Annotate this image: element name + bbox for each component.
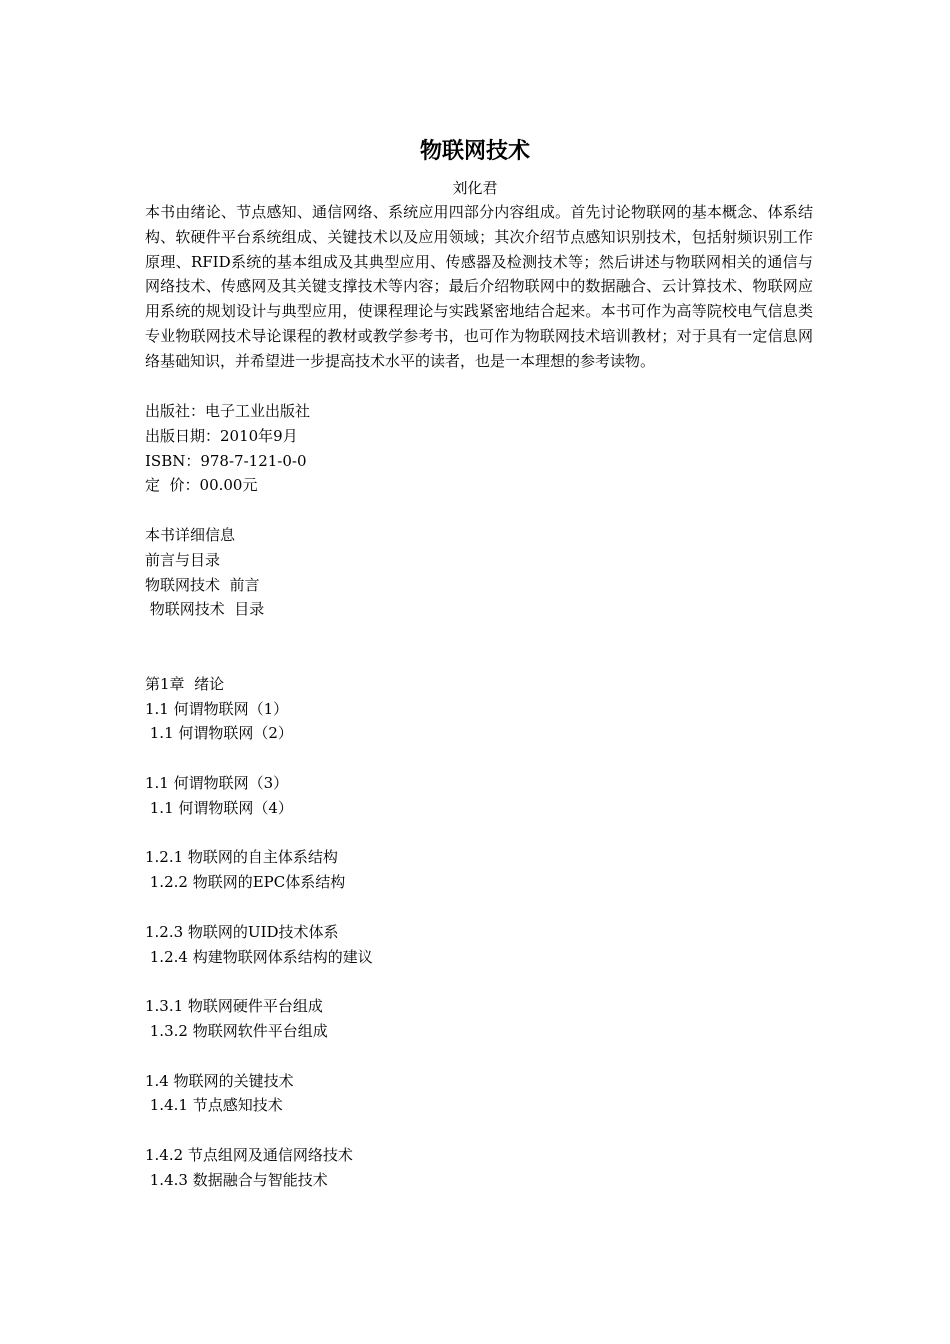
- blank-line: [145, 498, 813, 523]
- toc-entry: 1.3.1 物联网硬件平台组成: [145, 997, 323, 1016]
- blank-line: [145, 969, 813, 994]
- blank-line: [145, 746, 813, 771]
- book-abstract: 本书由绪论、节点感知、通信网络、系统应用四部分内容组成。首先讨论物联网的基本概念、体系结构、软硬件平台系统组成、关键技术以及应用领域；其次介绍节点感知识别技术，包括射频识别工作原理、RFID系统的基本组成及其典型应用、传感器及检测技术等；然后讲述与物联网相关的通信与网络技术、传感网及其关键支撑技术等内容；最后介绍物联网中的数据融合、云计算技术、物联网应用系统的规划设计与典型应用，使课程理论与实践紧密地结合起来。本书可作为高等院校电气信息类专业物联网技术导论课程的教材或教学参考书，也可作为物联网技术培训教材；对于具有一定信息网络基础知识，并希望进一步提高技术水平的读者，也是一本理想的参考读物。: [145, 203, 813, 370]
- toc-entry: 1.1 何谓物联网（4）: [145, 798, 293, 817]
- toc-entry: 1.1 何谓物联网（3）: [145, 773, 289, 792]
- toc-entry: 1.4.1 节点感知技术: [145, 1096, 283, 1115]
- publish-date-line: 出版日期：2010年9月: [145, 426, 298, 445]
- blank-line: [145, 895, 813, 920]
- publisher-line: 出版社：电子工业出版社: [145, 402, 311, 420]
- preface-contents-heading: 前言与目录: [145, 550, 221, 569]
- toc-entry: 1.4.2 节点组网及通信网络技术: [145, 1145, 353, 1164]
- preface-link: 物联网技术 前言: [145, 575, 260, 594]
- document-title: 物联网技术: [419, 138, 530, 164]
- toc-entry: 1.4 物联网的关键技术: [145, 1071, 294, 1090]
- toc-entry: 1.2.2 物联网的EPC体系结构: [145, 873, 346, 892]
- toc-entry: 1.4.3 数据融合与智能技术: [145, 1170, 328, 1189]
- contents-link: 物联网技术 目录: [145, 600, 265, 619]
- chapter-heading: 第1章 绪论: [145, 674, 225, 693]
- blank-line: [145, 647, 813, 672]
- info-and-contents: [145, 399, 813, 1193]
- book-details-heading: 本书详细信息: [145, 525, 236, 544]
- blank-line: [145, 1044, 813, 1069]
- blank-line: [145, 821, 813, 846]
- toc-entry: 1.2.1 物联网的自主体系结构: [145, 848, 338, 867]
- toc-entry: 1.1 何谓物联网（2）: [145, 724, 293, 743]
- isbn-line: ISBN：978-7-121-0-0: [145, 451, 307, 470]
- toc-entry: 1.3.2 物联网软件平台组成: [145, 1021, 328, 1040]
- toc-entry: 1.2.3 物联网的UID技术体系: [145, 922, 339, 941]
- toc-entry: 1.1 何谓物联网（1）: [145, 699, 289, 718]
- toc-entry: 1.2.4 构建物联网体系结构的建议: [145, 947, 373, 966]
- document-author: 刘化君: [452, 179, 498, 197]
- blank-line: [145, 622, 813, 647]
- price-line: 定 价：00.00元: [145, 476, 258, 495]
- blank-line: [145, 1118, 813, 1143]
